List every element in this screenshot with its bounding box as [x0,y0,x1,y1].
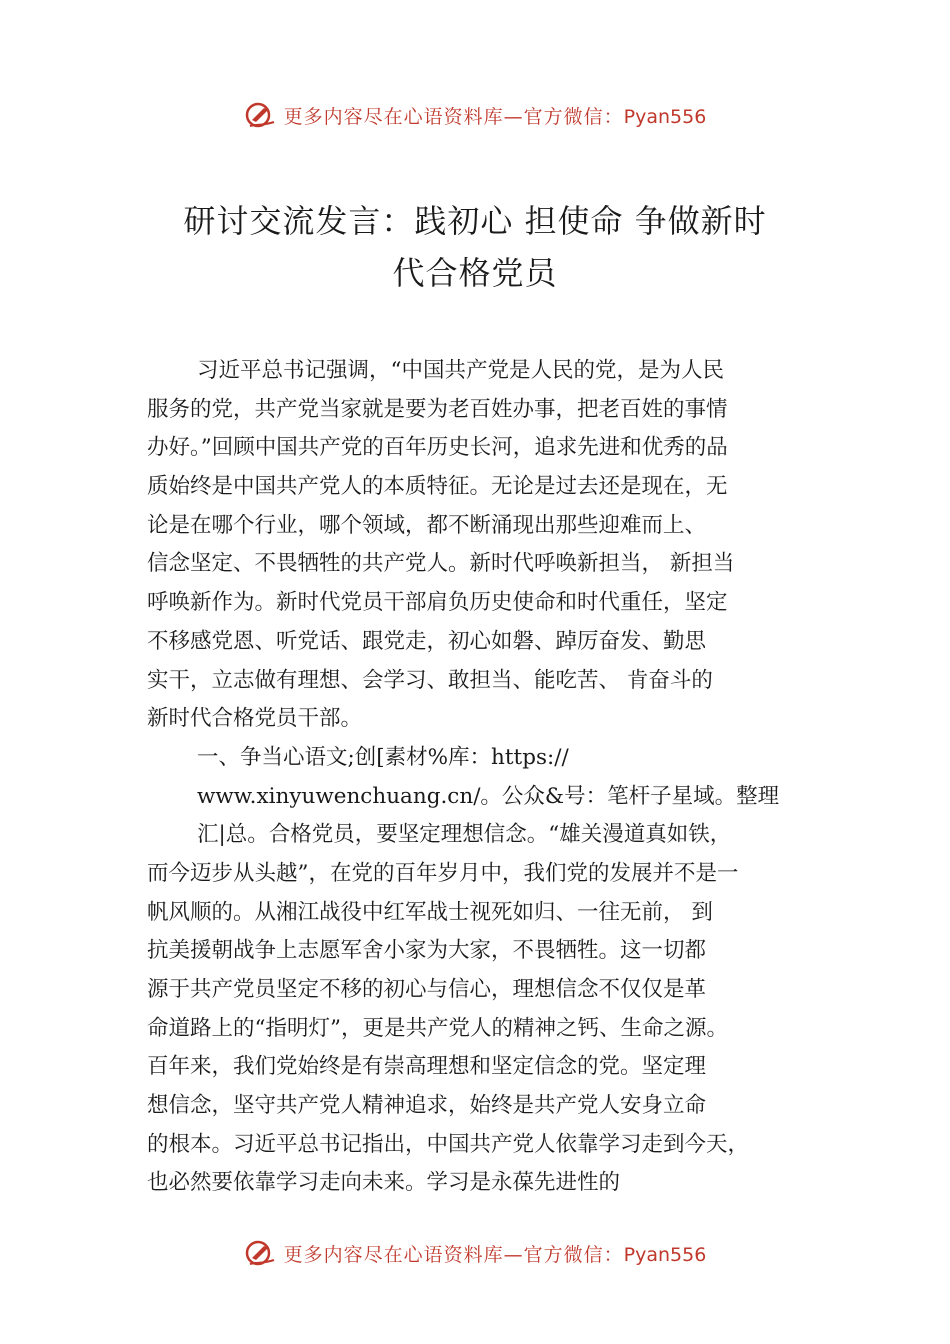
body-line: 办好。”回顾中国共产党的百年历史长河，追求先进和优秀的品 [147,435,728,461]
body-line: 质始终是中国共产党人的本质特征。无论是过去还是现在，无 [147,474,728,500]
pen-logo-icon [244,100,278,130]
body-line: 服务的党，共产党当家就是要为老百姓办事，把老百姓的事情 [147,396,728,422]
body-line: 不移感党恩、听党话、跟党走，初心如磐、踔厉奋发、勤思 [147,628,707,654]
body-line: 信念坚定、不畏牺牲的共产党人。新时代呼唤新担当， 新担当 [147,551,735,577]
header-banner [0,95,950,135]
body-line: 实干，立志做有理想、会学习、敢担当、能吃苦、 肯奋斗的 [147,667,713,693]
body-line: 想信念，坚守共产党人精神追求，始终是共产党人安身立命 [147,1093,707,1119]
body-line: 也必然要依靠学习走向未来。学习是永葆先进性的 [147,1170,621,1196]
body-line: 的根本。习近平总书记指出，中国共产党人依靠学习走到今天， [147,1131,750,1157]
document-body [147,352,847,1203]
body-line: www.xinyuwenchuang.cn/。公众&号：笔杆子星域。整理 [197,783,780,809]
body-line: 命道路上的“指明灯”，更是共产党人的精神之钙、生命之源。 [147,1015,728,1041]
body-line: 百年来，我们党始终是有崇高理想和坚定信念的党。坚定理 [147,1054,707,1080]
body-line: 论是在哪个行业，哪个领域，都不断涌现出那些迎难而上、 [147,512,707,538]
title-line: 研讨交流发言：践初心 担使命 争做新时 [183,202,767,240]
body-line: 习近平总书记强调，“中国共产党是人民的党，是为人民 [197,358,724,383]
body-line: 而今迈步从头越”，在党的百年岁月中，我们党的发展并不是一 [147,860,739,886]
body-line: 源于共产党员坚定不移的初心与信心，理想信念不仅仅是革 [147,977,707,1002]
body-line: 帆风顺的。从湘江战役中红军战士视死如归、一往无前， 到 [147,899,713,925]
banner-text: 更多内容尽在心语资料库—官方微信：Pyan556 [283,1243,707,1266]
pen-logo-icon [244,1238,278,1268]
body-line: 汇|总。合格党员，要坚定理想信念。“雄关漫道真如铁， [197,822,732,848]
body-line: 一、争当心语文;创[素材%库：https:// [197,744,569,770]
body-line: 呼唤新作为。新时代党员干部肩负历史使命和时代重任，坚定 [147,590,728,616]
document-title [150,195,800,299]
title-line: 代合格党员 [392,254,558,292]
banner-text: 更多内容尽在心语资料库—官方微信：Pyan556 [283,105,707,128]
body-line: 新时代合格党员干部。 [147,706,363,732]
footer-banner [0,1233,950,1273]
body-line: 抗美援朝战争上志愿军舍小家为大家，不畏牺牲。这一切都 [147,938,707,964]
